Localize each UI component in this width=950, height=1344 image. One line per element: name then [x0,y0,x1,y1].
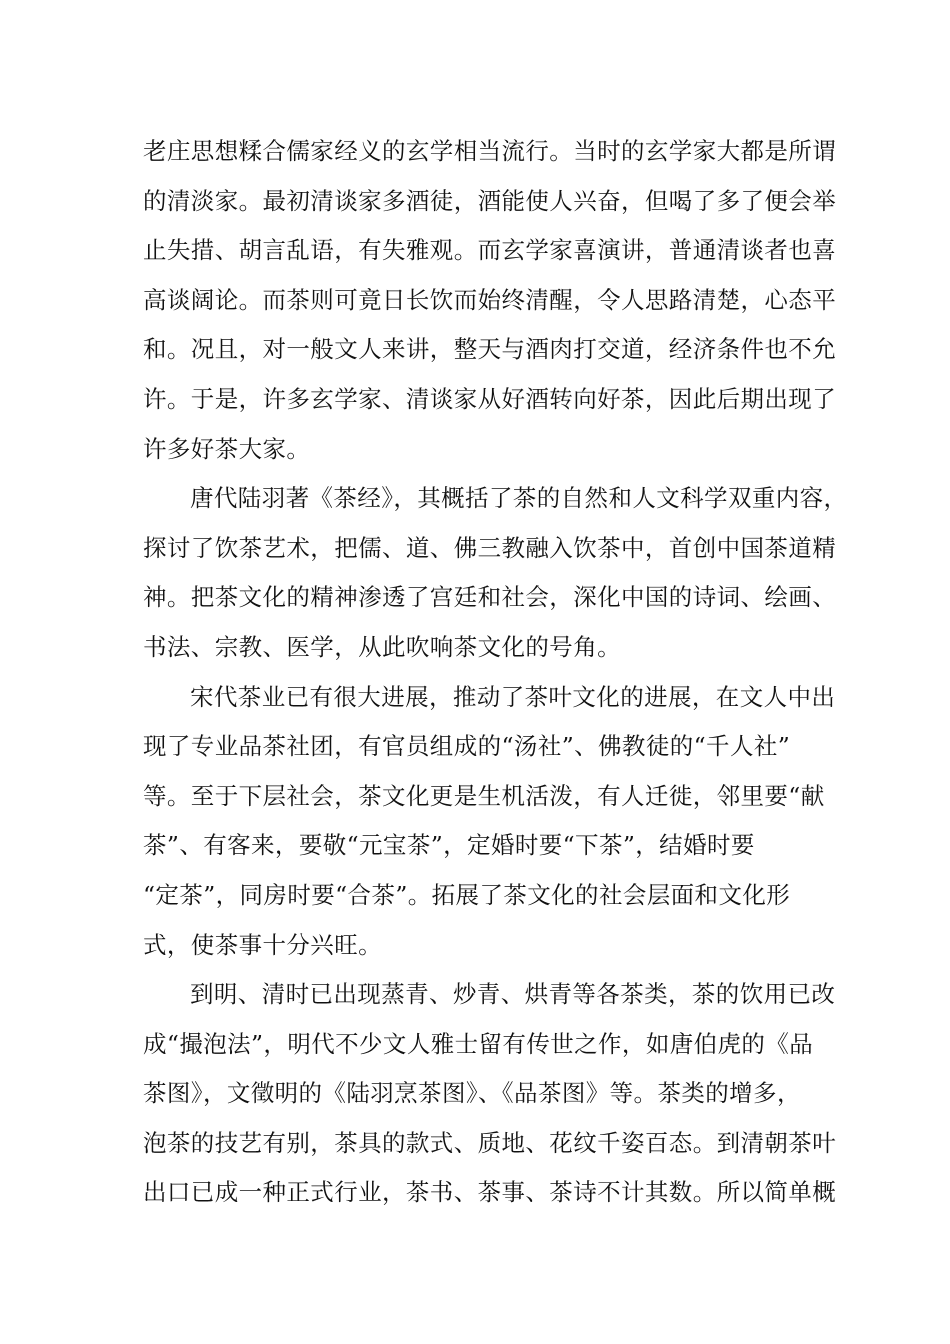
paragraph-4 [143,970,837,1218]
text-line: 许多好茶大家。 [143,434,311,463]
text-line: 的清淡家。最初清谈家多酒徒，酒能使人兴奋，但喝了多了便会举 [143,186,837,215]
paragraph-3 [143,673,836,971]
text-line: 茶图》，文徵明的《陆羽烹茶图》、《品茶图》等。茶类的增多， [143,1079,801,1108]
text-line: 式，使茶事十分兴旺。 [143,930,382,959]
text-line: 茶”、有客来，要敬“元宝茶”，定婚时要“下茶”，结婚时要 [143,831,755,860]
text-line: 许。于是，许多玄学家、清谈家从好酒转向好茶，因此后期出现了 [143,384,837,413]
text-line: 书法、宗教、医学，从此吹响茶文化的号角。 [143,632,621,661]
text-line: 老庄思想糅合儒家经义的玄学相当流行。当时的玄学家大都是所谓 [143,137,837,165]
text-line: 止失措、胡言乱语，有失雅观。而玄学家喜演讲，普通清谈者也喜 [143,236,837,265]
text-line: 现了专业品茶社团，有官员组成的“汤社”、佛教徒的“千人社” [143,732,791,761]
text-line: 高谈阔论。而茶则可竟日长饮而始终清醒，令人思路清楚，心态平 [143,285,837,314]
text-line: 到明、清时已出现蒸青、炒青、烘青等各茶类，茶的饮用已改 [190,980,836,1009]
paragraph-1 [143,127,837,474]
text-line: 宋代茶业已有很大进展，推动了茶叶文化的进展，在文人中出 [190,682,836,711]
paragraph-2 [143,474,848,672]
text-line: 出口已成一种正式行业，茶书、茶事、茶诗不计其数。所以简单概 [143,1178,837,1207]
text-line: 泡茶的技艺有别，茶具的款式、质地、花纹千姿百态。到清朝茶叶 [143,1128,837,1157]
text-line: 和。况且，对一般文人来讲，整天与酒肉打交道，经济条件也不允 [143,335,837,364]
text-line: 探讨了饮茶艺术，把儒、道、佛三教融入饮茶中，首创中国茶道精 [143,533,837,562]
text-line: 神。把茶文化的精神渗透了宫廷和社会，深化中国的诗词、绘画、 [143,583,837,612]
text-line: 唐代陆羽著《茶经》，其概括了茶的自然和人文科学双重内容， [190,484,848,513]
text-line: 成“撮泡法”，明代不少文人雅士留有传世之作，如唐伯虎的《品 [143,1029,814,1058]
text-line: 等。至于下层社会，茶文化更是生机活泼，有人迁徙，邻里要“献 [143,781,825,810]
text-line: “定茶”，同房时要“合茶”。拓展了茶文化的社会层面和文化形 [143,880,791,909]
body-text [143,127,848,1218]
